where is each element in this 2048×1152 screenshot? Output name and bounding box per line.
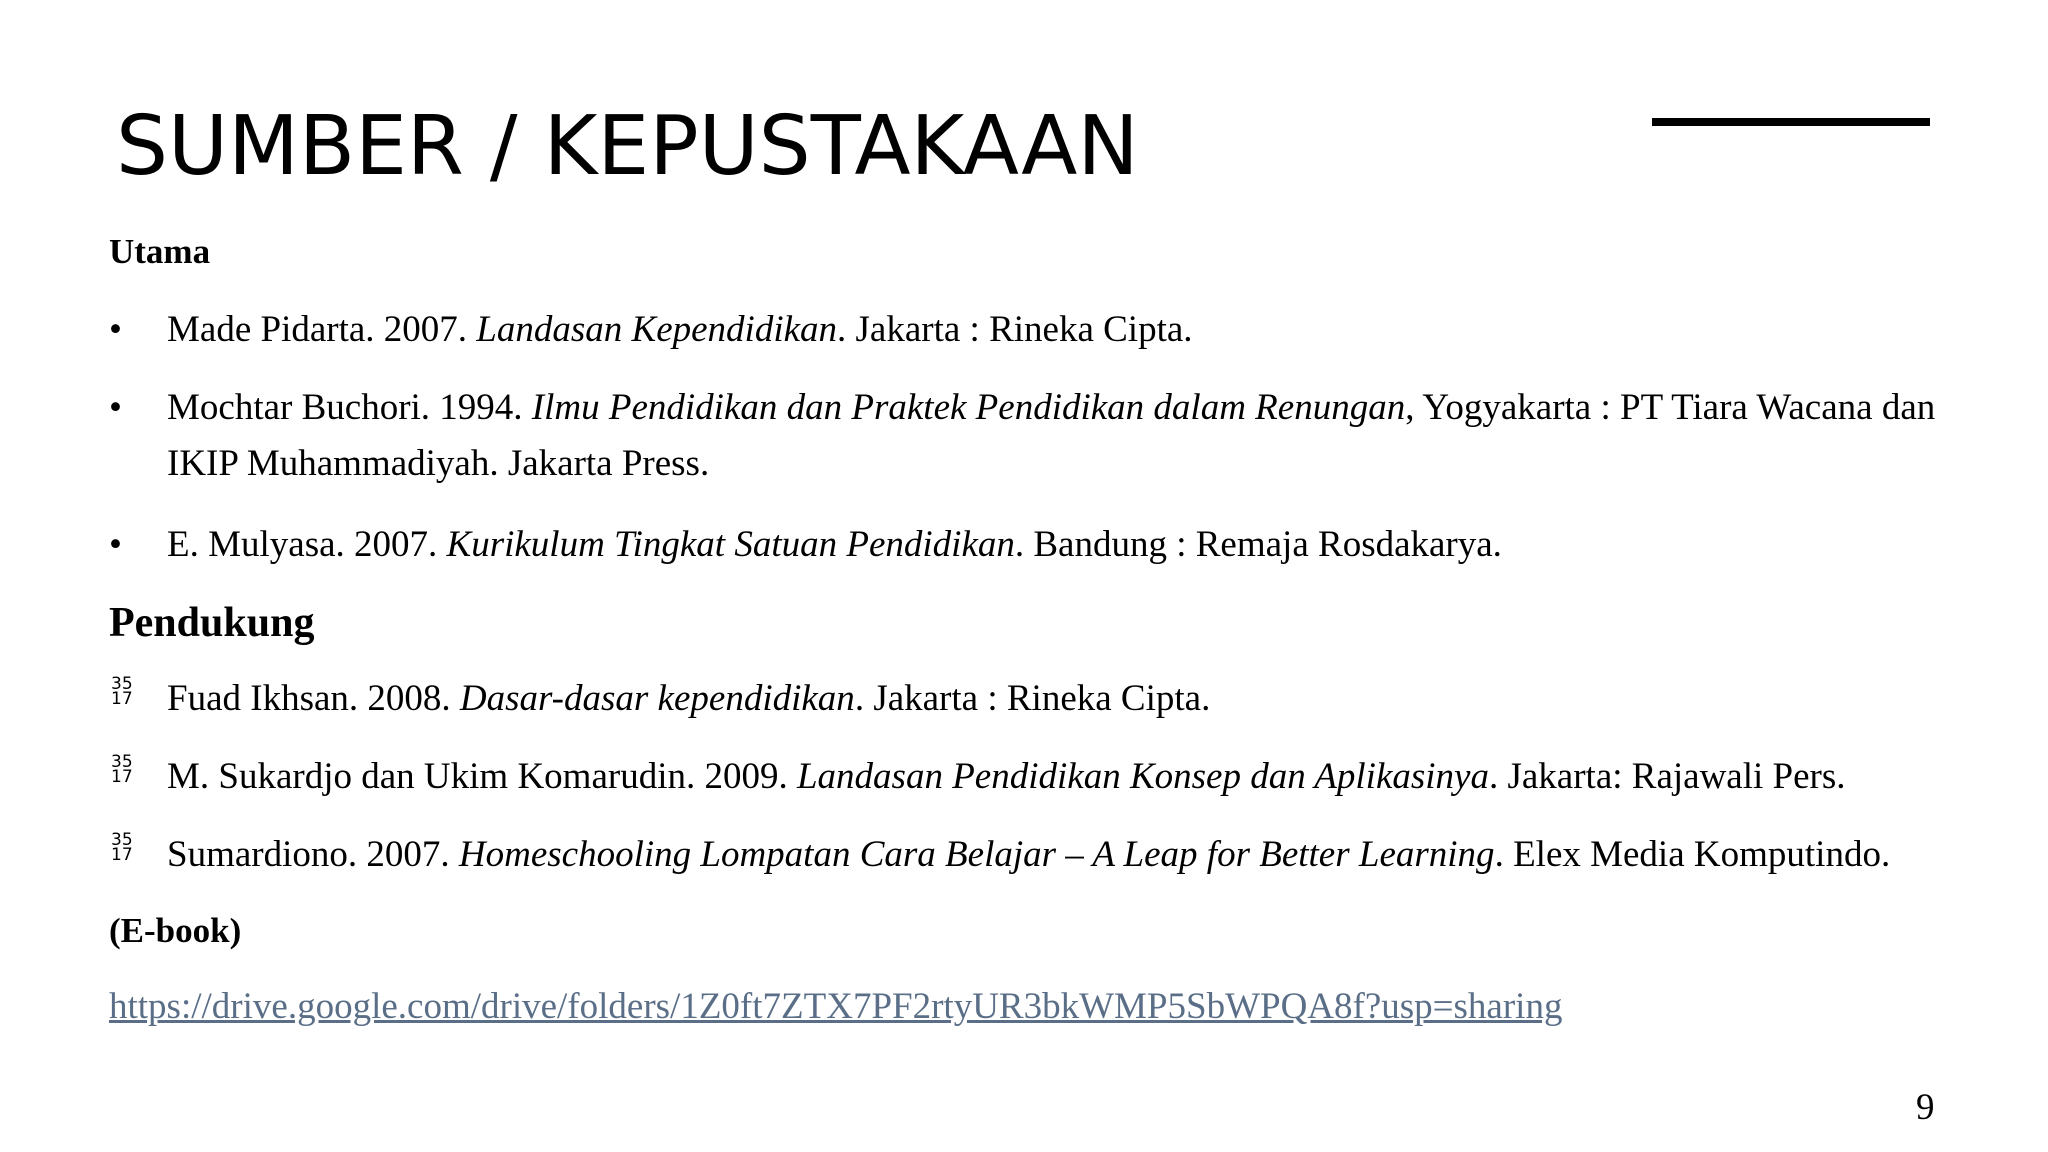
title-accent-line [1652,118,1930,126]
slide-content [109,228,1989,1035]
reference-text [167,827,1989,883]
reference-publisher: . Jakarta : Rineka Cipta. [837,309,1193,350]
reference-title: Landasan Kependidikan [476,309,838,350]
reference-title: Kurikulum Tingkat Satuan Pendidikan [446,524,1015,565]
reference-item [109,380,1989,492]
numbered-marker-icon: 35 17 [111,830,133,865]
bullet-icon: • [109,524,122,565]
reference-author: Made Pidarta. 2007. [167,309,477,350]
section-heading-ebook: (E-book) [109,911,242,950]
page-number: 9 [1916,1087,1935,1128]
reference-text [167,380,1989,492]
numbered-marker-icon: 35 17 [111,674,133,709]
reference-title: Homeschooling Lompatan Cara Belajar – A Leap for Better Learning [458,834,1495,875]
numbered-marker-icon: 35 17 [111,752,133,787]
reference-item [109,827,1989,883]
reference-title: Ilmu Pendidikan dan Praktek Pendidikan dalam Renungan [531,387,1406,428]
bullet-icon: • [109,309,122,350]
reference-title: Dasar-dasar kependidikan [459,678,855,719]
reference-publisher: . Elex Media Komputindo. [1494,834,1891,875]
reference-item [109,749,1989,805]
reference-publisher: . Jakarta : Rineka Cipta. [854,678,1211,719]
reference-item [109,517,1989,573]
reference-publisher: . Bandung : Remaja Rosdakarya. [1014,524,1502,565]
reference-item [109,302,1989,358]
section-heading-supporting: Pendukung [109,600,315,646]
reference-author: E. Mulyasa. 2007. [167,524,447,565]
reference-author: Mochtar Buchori. 1994. [167,387,532,428]
reference-text [167,671,1989,727]
reference-author: Sumardiono. 2007. [167,834,459,875]
ebook-link-row [109,979,1989,1035]
reference-title: Landasan Pendidikan Konsep dan Aplikasinya [796,756,1489,797]
slide-title: SUMBER / KEPUSTAKAAN [116,99,1139,194]
reference-item [109,671,1989,727]
reference-author: Fuad Ikhsan. 2008. [167,678,460,719]
bullet-icon: • [109,387,122,428]
ebook-link[interactable]: https://drive.google.com/drive/folders/1Z0ft7ZTX7PF2rtyUR3bkWMP5SbWPQA8f?usp=sharing [109,986,1563,1027]
reference-author: M. Sukardjo dan Ukim Komarudin. 2009. [167,756,797,797]
reference-publisher: . Jakarta: Rajawali Pers. [1488,756,1846,797]
reference-text [167,749,1989,805]
section-heading-primary: Utama [109,232,211,271]
reference-text [167,302,1989,358]
reference-text [167,517,1989,573]
reference-publisher: , Yogyakarta : PT Tiara Wacana dan IKIP Muhammadiyah. Jakarta Press. [167,387,1936,484]
